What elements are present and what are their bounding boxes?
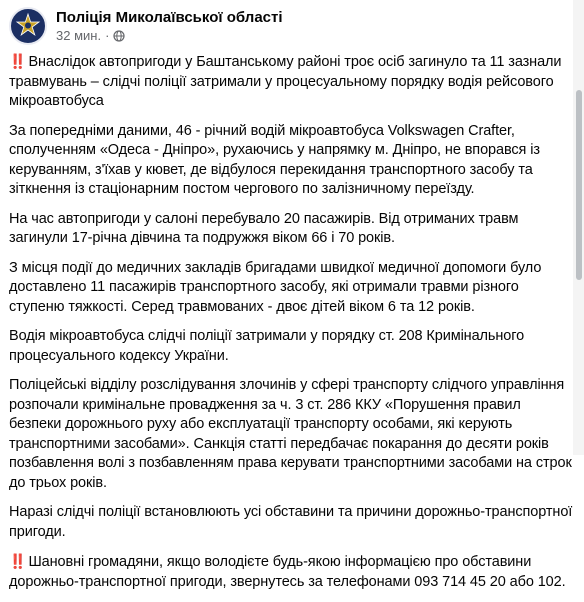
scrollbar-track[interactable] — [573, 0, 584, 455]
police-star-icon — [14, 12, 42, 40]
header-text — [56, 8, 283, 44]
post-meta — [56, 27, 283, 44]
appeal-text: Шановні громадяни, якщо володієте будь-якою інформацією про обставини дорожньо-транспортної пригоди, звернутесь за телефонами 093 714 45 20 або 102. — [9, 554, 566, 590]
post-body — [9, 52, 573, 602]
post-paragraph: З місця події до медичних закладів бригадами швидкої медичної допомоги було доставлено 11 пасажирів транспортного засобу, які отримали травми різного ступеню тяжкості. Серед травмованих - двоє дітей віком 6 та 12 років. — [9, 259, 542, 315]
headline-text: Внаслідок автопригоди у Баштанському районі троє осіб загинуло та 11 зазнали травмувань – слідчі поліції затримали у процесуальному порядку водія рейсового мікроавтобуса — [9, 54, 562, 109]
page-name-link[interactable]: Поліція Миколаївської області — [56, 9, 283, 26]
globe-icon — [113, 30, 125, 42]
meta-separator: · — [105, 28, 110, 43]
scrollbar-thumb[interactable] — [576, 90, 582, 280]
post-time-link[interactable]: 32 мин. — [56, 28, 102, 43]
double-exclamation-icon: ‼️ — [9, 553, 25, 569]
post-paragraph: Водія мікроавтобуса слідчі поліції затримали у порядку ст. 208 Кримінального процесуального кодексу України. — [9, 328, 525, 364]
post-paragraph-appeal — [9, 552, 573, 592]
double-exclamation-icon: ‼️ — [9, 53, 25, 69]
post-paragraph: Поліцейські відділу розслідування злочинів у сфері транспорту слідчого управління розпочали кримінальне провадження за ч. 3 ст. 286 ККУ «Порушення правил безпеки дорожнього руху або експлуатації транспорту особами, які керують транспортними засобами». Санкція статті передбачає покарання до десяти років позбавлення волі з позбавленням права керувати транспортними засобами на строк до трьох років. — [9, 377, 572, 491]
post-paragraph-headline — [9, 52, 573, 112]
post-paragraph: Наразі слідчі поліції встановлюють усі обставини та причини дорожньо-транспортної пригоди. — [9, 504, 573, 540]
post-paragraph: За попередніми даними, 46 - річний водій мікроавтобуса Volkswagen Crafter, сполученням «Одеса - Дніпро», рухаючись у напрямку м. Дніпро, не впорався із керуванням, з'їхав у кювет, де відбулося перекидання транспортного засобу та зіткнення із стаціонарним постом чергового по залізничному переїзду. — [9, 122, 540, 197]
post-paragraph: На час автопригоди у салоні перебувало 20 пасажирів. Від отриманих травм загинули 17-річна дівчина та подружжя віком 66 і 70 років. — [9, 210, 519, 246]
page-avatar[interactable] — [9, 7, 47, 45]
post-header — [9, 6, 564, 46]
